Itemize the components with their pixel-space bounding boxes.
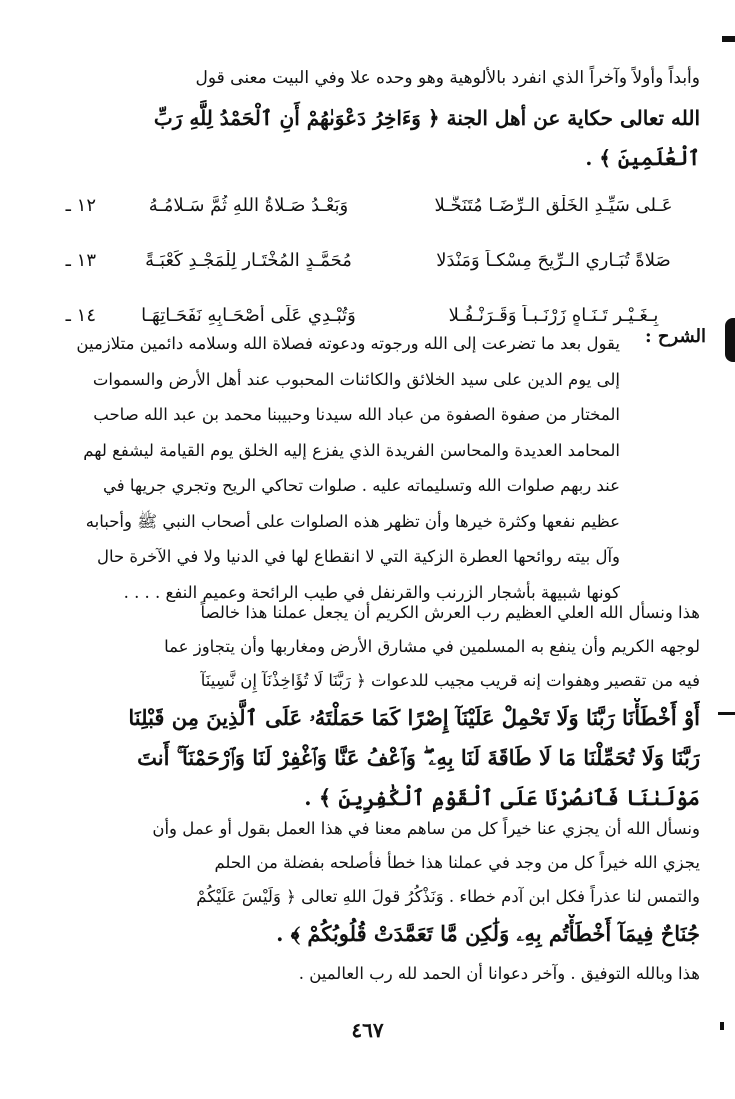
verse-row <box>56 178 706 233</box>
commentary-label: الشرح : <box>644 326 706 347</box>
scan-edge-mark-middle <box>725 318 735 362</box>
acknowledgement-line: ونسأل الله أن يجزي عنا خيراً كل من ساهم معنا في هذا العمل بقول أو عمل وأن <box>152 819 700 838</box>
verse-number: ١٤ ـ <box>65 305 96 326</box>
intro-line: وأبداً وأولاً وآخراً الذي انفرد بالألوهية وهو وحده علا وفي البيت معنى قول <box>195 68 700 88</box>
closing-line: لوجهه الكريم وأن ينفع به المسلمين في مشارق الأرض ومغاربها وأن يتجاوز عما <box>164 637 700 656</box>
quran-supplication-line: رَبَّنَا وَلَا تُحَمِّلْنَا مَا لَا طَاقَةَ لَنَا بِهِۦ ۖ وَٱعْفُ عَنَّا وَٱغْفِرْ لَنَا وَٱرْحَمْنَآ ۚ أَنتَ <box>137 745 700 770</box>
acknowledgement-line: يجزي الله خيراً كل من وجد في عملنا هذا خطأ فأصلحه بفضلة من الحلم <box>214 853 700 872</box>
intro-line-quran-end: ٱلْعَٰلَمِينَ ﴾ . <box>585 146 700 170</box>
commentary-line: يقول بعد ما تضرعت إلى الله ورجوته ودعوته فصلاة الله وسلامه دائمين متلازمين <box>76 334 620 353</box>
closing-line: هذا ونسأل الله العلي العظيم رب العرش الكريم أن يجعل عملنا هذا خالصاً <box>200 603 700 622</box>
commentary-line: عند ربهم صلوات الله وتسليماته عليه . صلوات تحاكي الريح وتجري جريها في <box>102 476 620 495</box>
commentary-line: المختار من صفوة الصفوة من عباد الله سيدنا وحبيبنا محمد بن عبد الله صاحب <box>93 405 620 424</box>
scan-edge-mark-lower <box>718 712 735 715</box>
verse-second-hemistich: عَـلى سَيِّـدِ الخَلْقِ الـرِّضَـا مُتَنَخَّـلا <box>434 195 673 216</box>
verse-second-hemistich: صَلاةً تُبَـارِي الـرِّيحَ مِسْكـاً وَمَنْدَلا <box>436 250 671 271</box>
acknowledgement-paragraph <box>60 812 700 954</box>
verse-number: ١٣ ـ <box>65 250 96 271</box>
verse-first-hemistich: مُحَمَّـدٍ المُخْتَـارِ لِلْمَجْـدِ كَعْبَـةً <box>145 250 352 271</box>
acknowledgement-line: والتمس لنا عذراً فكل ابن آدم خطاء . وَنَذْكُرُ قولَ اللهِ تعالى ﴿ وَلَيْسَ عَلَيْكُمْ <box>196 887 700 906</box>
commentary-line: المحامد العديدة والمحاسن الفريدة الذي يفزع إليه الخلق يوم القيامة ليشفع لهم <box>83 440 620 460</box>
verse-first-hemistich: وَبَعْـدُ صَـلاةُ اللهِ ثُمَّ سَـلامُـهُ <box>148 195 349 216</box>
commentary-paragraph <box>60 326 620 610</box>
commentary-line: إلى يوم الدين على سيد الخلائق والكائنات المحبوب عند أهل الأرض والسموات <box>92 369 620 389</box>
verse-second-hemistich: بِـغَـيْـرِ تَـنَـاهٍ زَرْنَـبـاً وَقَـرَنْـفُـلا <box>448 305 659 326</box>
page-number: ٤٦٧ <box>351 1018 384 1042</box>
closing-paragraph <box>60 596 700 818</box>
intro-paragraph <box>60 58 700 178</box>
commentary-line: عظيم نفعها وكثرة خيرها وأن تظهر هذه الصلوات على أصحاب النبي ﷺ وأحبابه <box>85 511 620 531</box>
quran-supplication-line: أَوْ أَخْطَأْنَا رَبَّنَا وَلَا تَحْمِلْ عَلَيْنَآ إِصْرًا كَمَا حَمَلْتَهُۥ عَلَى ٱلَّذِينَ مِن قَبْلِنَا <box>128 705 700 730</box>
intro-line-quran: الله تعالى حكاية عن أهل الجنة ﴿ وَءَاخِرُ دَعْوَىٰهُمْ أَنِ ٱلْحَمْدُ لِلَّهِ رَبِّ <box>153 106 700 130</box>
verse-first-hemistich: وَتُبْـدِي عَلَى أَصْحَـابِهِ نَفَحَـاتِهَـا <box>141 305 356 326</box>
poem-verses <box>56 178 706 343</box>
commentary-line: كونها شبيهة بأشجار الزرنب والقرنفل في طيب الرائحة وعميم النفع . . . . <box>123 582 620 602</box>
quran-supplication-line: مَوْلَىٰنَا فَٱنصُرْنَا عَلَى ٱلْقَوْمِ ٱلْكَٰفِرِينَ ﴾ . <box>304 785 700 810</box>
final-line: هذا وبالله التوفيق . وآخر دعوانا أن الحمد لله رب العالمين . <box>298 964 700 983</box>
closing-line: فيه من تقصير وهفوات إنه قريب مجيب للدعوات ﴿ رَبَّنَا لَا تُؤَاخِذْنَآ إِن نَّسِينَآ <box>200 671 700 690</box>
verse-number: ١٢ ـ <box>65 195 96 216</box>
quran-verse-line: جُنَاحٌ فِيمَآ أَخْطَأْتُم بِهِۦ وَلَٰكِن مَّا تَعَمَّدَتْ قُلُوبُكُمْ ﴾ . <box>276 921 700 946</box>
scan-edge-mark-top <box>722 36 735 42</box>
commentary-line: وآل بيته روائحها العطرة الزكية التي لا انقطاع لها في الدنيا ولا في الآخرة حال <box>96 547 620 566</box>
verse-row <box>56 233 706 288</box>
